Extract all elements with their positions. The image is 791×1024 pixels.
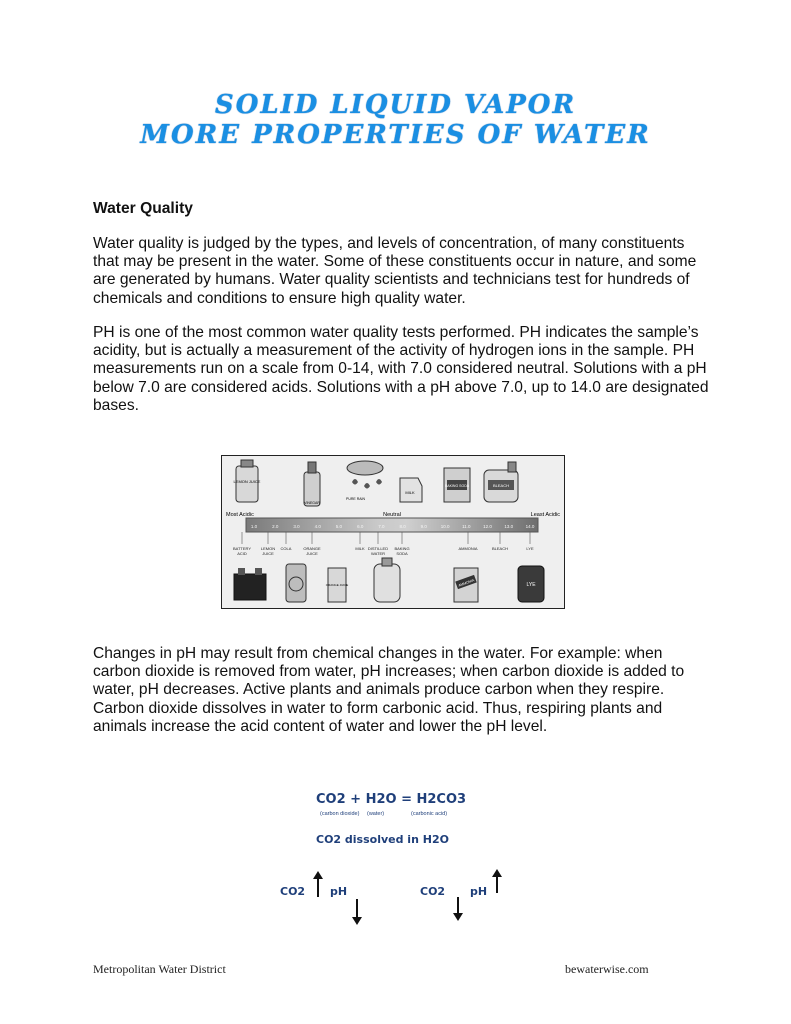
ph-substance-label: JUICE — [262, 551, 274, 556]
paragraph-ph: PH is one of the most common water quality tests performed. PH indicates the sample’s acidity, but is actually a measurement of the activity of hydrogen ions in the sample. PH measurements run on a scale from 0-14, with 7.0 considered neutral. Solutions with a pH below 7.0 are considered acids. Solutions with a pH above 7.0, up to 14.0 are designated bases. — [93, 324, 709, 414]
arrow-up-icon — [492, 869, 502, 893]
ph-tick-label: 2.0 — [272, 524, 279, 529]
arrow-down-icon — [453, 897, 463, 921]
title-line-2: MORE PROPERTIES OF WATER — [140, 120, 651, 150]
pair1-co2-label: CO2 — [280, 885, 306, 898]
ph-substance-label: WATER — [371, 551, 385, 556]
ph-substance-label: JUICE — [306, 551, 318, 556]
most-acidic-label: Most Acidic — [226, 512, 254, 518]
carbonic-acid-label: (carbonic acid) — [411, 811, 448, 817]
title-line-1: SOLID LIQUID VAPOR — [214, 90, 577, 120]
ph-tick-label: 14.0 — [525, 524, 535, 529]
ph-substance-label: AMMONIA — [458, 546, 478, 551]
baking-soda-label: BAKING SODA — [444, 484, 470, 488]
ph-tick-label: 6.0 — [357, 524, 364, 529]
vinegar-label: VINEGAR — [304, 501, 320, 505]
ph-substance-label: ORANGE — [303, 546, 321, 551]
footer-left: Metropolitan Water District — [93, 962, 226, 976]
cola-can-icon — [286, 564, 306, 602]
ph-substance-label: BLEACH — [491, 546, 509, 551]
orange-juice-item-label: ORANGE JUICE — [325, 583, 349, 587]
ph-substance-label: DISTILLED — [367, 546, 389, 551]
ph-substance-label: ACID — [237, 551, 247, 556]
ph-scale-figure — [221, 455, 565, 609]
ph-substance-label: LEMON — [260, 546, 276, 551]
milk-carton-icon — [400, 478, 422, 502]
ph-tick-label: 8.0 — [399, 524, 406, 529]
ph-substance-label: BAKING — [394, 546, 410, 551]
ph-scale-bar — [246, 518, 538, 532]
equation-text: CO2 + H2O = H2CO3 — [316, 792, 467, 807]
orange-juice-carton-icon — [326, 568, 349, 602]
lemon-juice-label: LEMON JUICE — [233, 479, 261, 484]
pair2-ph-label: pH — [470, 885, 488, 898]
section-heading: Water Quality — [93, 200, 193, 217]
pure-rain-label: PURE RAIN — [346, 497, 366, 501]
arrow-up-icon — [313, 871, 323, 897]
ammonia-item-label: AMMONIA — [457, 578, 475, 588]
ph-tick-label: 10.0 — [440, 524, 450, 529]
ph-substance-label: COLA — [280, 546, 292, 551]
milk-label: MILK — [405, 490, 415, 495]
dissolved-text: CO2 dissolved in H2O — [316, 833, 449, 846]
neutral-label: Neutral — [383, 512, 401, 518]
ph-tick-label: 1.0 — [250, 524, 258, 529]
least-acidic-label: Least Acidic — [530, 512, 560, 518]
ph-tick-label: 12.0 — [483, 524, 492, 529]
ph-tick-label: 5.0 — [335, 524, 343, 529]
lemon-juice-bottle-icon — [234, 460, 261, 502]
water-label: (water) — [367, 811, 385, 817]
bleach-label: BLEACH — [492, 483, 510, 488]
baking-soda-box-icon — [444, 468, 470, 502]
ph-substance-label: MILK — [355, 546, 365, 551]
paragraph-ph-changes: Changes in pH may result from chemical changes in the water. For example: when carbon dioxide is removed from water, pH increases; when carbon dioxide is added to water, pH decreases. Active plants and animals produce carbon when they respire. Carbon dioxide dissolves in water to form carbonic acid. Thus, respiring plants and animals increase the acid content of water and lower the pH level. — [93, 645, 685, 735]
arrow-down-icon — [352, 899, 362, 925]
ph-tick-label: 9.0 — [420, 524, 427, 529]
ammonia-bottle-icon — [454, 568, 478, 602]
paragraph-water-quality: Water quality is judged by the types, and levels of concentration, of many constituents that may be present in the water. Some of these constituents occur in nature, and some are generated by humans. Water quality scientists and technicians test for hundreds of chemicals and conditions to ensure high quality water. — [93, 235, 697, 307]
ph-tick-label: 11.0 — [462, 524, 471, 529]
pair2-co2-label: CO2 — [420, 885, 446, 898]
lye-bottle-icon — [518, 566, 544, 602]
ph-tick-label: 7.0 — [378, 524, 385, 529]
carbon-dioxide-label: (carbon dioxide) — [320, 811, 360, 817]
ph-tick-label: 3.0 — [293, 524, 300, 529]
footer-right: bewaterwise.com — [565, 962, 649, 976]
ph-substance-label: BATTERY — [232, 546, 252, 551]
water-jug-icon — [374, 558, 400, 602]
lye-item-label: LYE — [526, 582, 536, 588]
ph-substance-label: LYE — [526, 546, 534, 551]
pair1-ph-label: pH — [330, 885, 348, 898]
ph-tick-label: 4.0 — [314, 524, 321, 529]
carbonic-acid-figure — [280, 785, 520, 925]
ph-substance-label: SODA — [396, 551, 408, 556]
ph-tick-label: 13.0 — [504, 524, 514, 529]
